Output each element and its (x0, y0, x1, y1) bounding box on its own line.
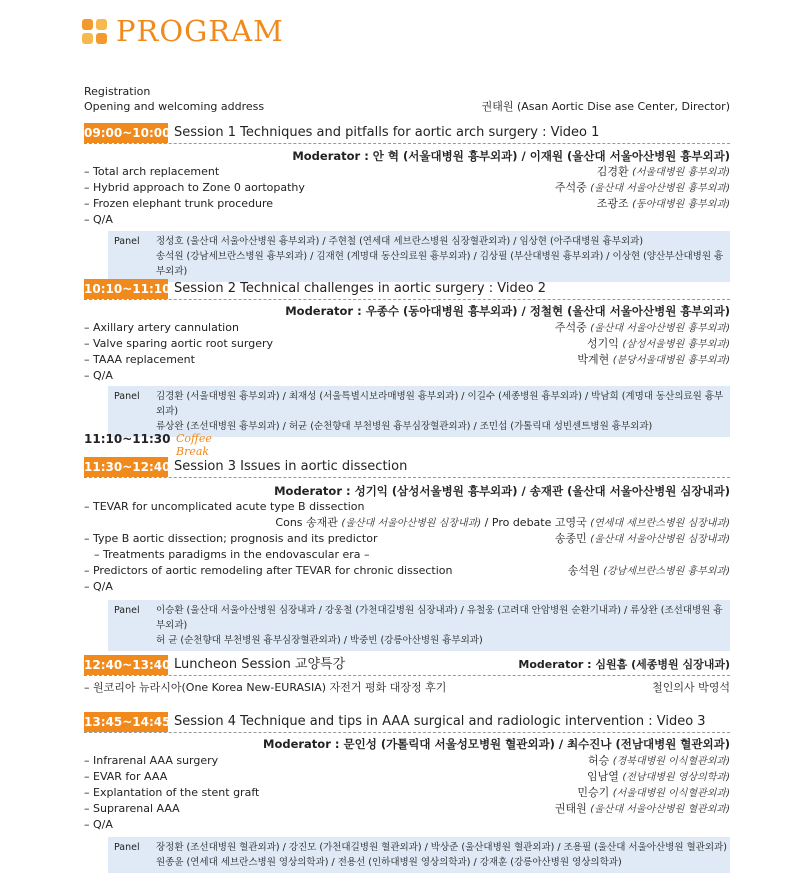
session-3-moderator: Moderator : 성기익 (삼성서울병원 흉부외과) / 송재관 (울산대 서울아산병원 심장내과) (274, 484, 730, 498)
opening-speaker: 권태원 (Asan Aortic Dise ase Center, Director) (481, 100, 730, 113)
s2-item: – Q/A (84, 369, 113, 382)
coffee-time: 11:10~11:30 (84, 432, 171, 446)
s3-item: – Q/A (84, 580, 113, 593)
s4-item: – Q/A (84, 818, 113, 831)
s2-item: – TAAA replacement 박계현 (분당서울대병원 흉부외과) (84, 353, 730, 366)
s4-item: – Explantation of the stent graft 민승기 (서울대병원 이식혈관외과) (84, 786, 730, 799)
session-2-time: 10:10~11:10 (84, 279, 168, 299)
session-4-header (84, 712, 730, 733)
page-title: PROGRAM (116, 14, 284, 48)
session-4-moderator: Moderator : 문인성 (가톨릭대 서울성모병원 혈관외과) / 최수진나 (전남대병원 혈관외과) (263, 737, 730, 751)
session-3-panel: Panel 이승환 (울산대 서울아산병원 심장내과 / 강웅철 (가천대길병원 심장내과) / 유철웅 (고려대 안암병원 순환기내과) / 류상완 (조선대병원 흉부외과) 허 균 (순천향대 부천병원 흉부심장혈관외과) / 박중빈 (강릉아산병원 흉부외과) (108, 600, 730, 651)
session-3-title: Session 3 Issues in aortic dissection (174, 459, 408, 474)
s4-item: – Infrarenal AAA surgery 허승 (경북대병원 이식혈관외과) (84, 754, 730, 767)
s3-item: – Predictors of aortic remodeling after TEVAR for chronic dissection 송석원 (강남세브란스병원 흉부외과) (84, 564, 730, 577)
session-1-panel: Panel 정성호 (울산대 서울아산병원 흉부외과) / 주현철 (연세대 세브란스병원 심장혈관외과) / 임상현 (아주대병원 흉부외과) 송석원 (강남세브란스병원 흉부외과) / 김재현 (계명대 동산의료원 흉부외과) / 김상필 (부산대병원 흉부외과) / 이상현 (양산부산대병원 흉부외과) (108, 231, 730, 282)
s2-item: – Valve sparing aortic root surgery 성기익 (삼성서울병원 흉부외과) (84, 337, 730, 350)
luncheon-item: – 원코리아 뉴라시아(One Korea New-EURASIA) 자전거 평화 대장정 후기 철인의사 박영석 (84, 681, 730, 694)
session-1-header (84, 123, 730, 144)
session-4-title: Session 4 Technique and tips in AAA surgical and radiologic intervention : Video 3 (174, 714, 706, 729)
s1-item: – Hybrid approach to Zone 0 aortopathy 주석중 (울산대 서울아산병원 흉부외과) (84, 181, 730, 194)
grid-logo-icon (82, 19, 107, 44)
session-1-time: 09:00~10:00 (84, 123, 168, 143)
session-3-time: 11:30~12:40 (84, 457, 168, 477)
session-3-header (84, 457, 730, 478)
coffee-label: Coffee Break (176, 432, 212, 458)
s4-item: – Suprarenal AAA 권태원 (울산대 서울아산병원 혈관외과) (84, 802, 730, 815)
session-2-panel: Panel 김경환 (서울대병원 흉부외과) / 최재성 (서울특별시보라매병원 흉부외과) / 이길수 (세종병원 흉부외과) / 박남희 (계명대 동산의료원 흉부외과) 류상완 (조선대병원 흉부외과) / 허균 (순천향대 부천병원 흉부심장혈관외과) / 조민섭 (가톨릭대 성빈센트병원 흉부외과) (108, 386, 730, 437)
session-4-time: 13:45~14:45 (84, 712, 168, 732)
s3-subitem: – Treatments paradigms in the endovascular era – (94, 548, 370, 561)
luncheon-moderator: Moderator : 심원흠 (세종병원 심장내과) (518, 658, 730, 671)
luncheon-time: 12:40~13:40 (84, 655, 168, 675)
luncheon-title: Luncheon Session 교양특강 (174, 657, 346, 672)
registration-line: Registration (84, 85, 151, 98)
session-1-moderator: Moderator : 안 혁 (서울대병원 흉부외과) / 이재원 (울산대 서울아산병원 흉부외과) (292, 149, 730, 163)
session-2-title: Session 2 Technical challenges in aortic surgery : Video 2 (174, 281, 547, 296)
s1-item: – Frozen elephant trunk procedure 조광조 (동아대병원 흉부외과) (84, 197, 730, 210)
session-2-moderator: Moderator : 우종수 (동아대병원 흉부외과) / 정철현 (울산대 서울아산병원 흉부외과) (285, 304, 730, 318)
session-2-header (84, 279, 730, 300)
s4-item: – EVAR for AAA 임남열 (전남대병원 영상의학과) (84, 770, 730, 783)
s3-item: – Type B aortic dissection; prognosis and its predictor 송종민 (울산대 서울아산병원 심장내과) (84, 532, 730, 545)
s2-item: – Axillary artery cannulation 주석중 (울산대 서울아산병원 흉부외과) (84, 321, 730, 334)
luncheon-header (84, 655, 730, 676)
coffee-break (84, 432, 212, 458)
s3-item: – TEVAR for uncomplicated acute type B dissection (84, 500, 365, 513)
page-header (82, 14, 284, 48)
session-1-title: Session 1 Techniques and pitfalls for aortic arch surgery : Video 1 (174, 125, 600, 140)
opening-line: Opening and welcoming address 권태원 (Asan Aortic Dise ase Center, Director) (84, 100, 730, 113)
s1-item: – Q/A (84, 213, 113, 226)
s1-item: – Total arch replacement 김경환 (서울대병원 흉부외과) (84, 165, 730, 178)
session-4-panel: Panel 장정환 (조선대병원 혈관외과) / 강진모 (가천대길병원 혈관외과) / 박상준 (울산대병원 혈관외과) / 조용필 (울산대 서울아산병원 혈관외과) 원종윤 (연세대 세브란스병원 영상의학과) / 전용선 (인하대병원 영상의학과) / 강재훈 (강릉아산병원 영상의학과) (108, 837, 730, 873)
